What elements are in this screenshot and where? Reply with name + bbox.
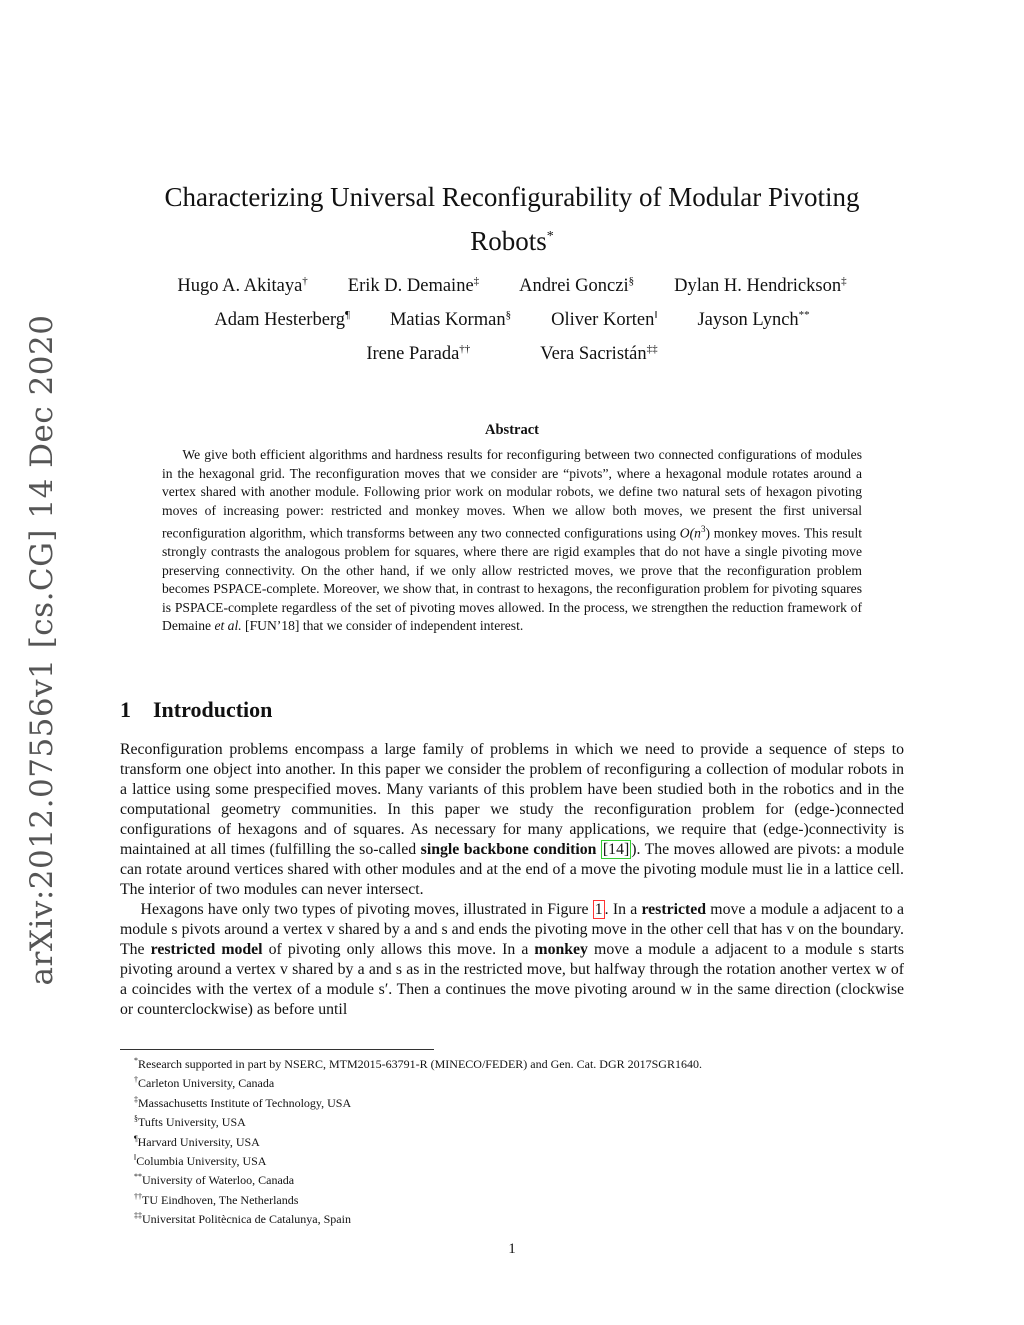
footnotes <box>134 1053 904 1228</box>
author-mark: § <box>505 309 512 321</box>
paragraph-text: move a module a adjacent to a module s pivots around a vertex v shared by a and s and ends the pivoting move in the other cell that has v on the boundary. The <box>120 901 904 958</box>
author-name: Dylan H. Hendrickson <box>674 276 842 297</box>
title-line-1: Characterizing Universal Reconfigurability of Modular Pivoting <box>164 182 860 212</box>
footnote-mark: ¶ <box>134 1133 138 1143</box>
abstract-text: [FUN’18] that we consider of independent interest. <box>241 618 524 634</box>
paragraph-text: Reconfiguration problems encompass a large family of problems in which we need to provide a sequence of steps to transform one object into another. In this paper we consider the problem of reconfiguring a collection of modular robots in a lattice using some prespecified moves. Many variants of this problem have been studied both in the robotics and in the computational geometry communities. In this paper we study the reconfiguration problem for (edge-)connected configurations of hexagons and of squares. As necessary for many applications, we require that (edge-)connectivity is maintained at all times (fulfilling the so-called <box>120 741 904 858</box>
author <box>551 309 657 331</box>
footnote-text: TU Eindhoven, The Netherlands <box>142 1192 299 1207</box>
author-name: Matias Korman <box>389 310 506 331</box>
author <box>540 343 657 365</box>
footnote <box>134 1189 904 1208</box>
footnote-divider <box>120 1049 434 1050</box>
paragraph-text: ). The moves allowed are pivots: a module can rotate around vertices shared with other modules and at the end of a move the pivoting module must lie in a lattice cell. The interior of two modules can never intersect. <box>120 841 904 898</box>
author <box>390 309 511 331</box>
author-name: Vera Sacristán <box>540 344 647 365</box>
author-row-3 <box>120 343 904 365</box>
footnote-mark: § <box>134 1114 138 1124</box>
bold-term: monkey <box>534 941 588 958</box>
bold-term: restricted <box>641 901 707 918</box>
footnote-text: Carleton University, Canada <box>138 1076 275 1091</box>
page-number: 1 <box>508 1241 516 1257</box>
author <box>519 275 634 297</box>
author <box>214 309 350 331</box>
paragraph <box>120 900 904 1020</box>
paper-title <box>120 178 904 261</box>
footnote <box>134 1208 904 1227</box>
footnote <box>134 1072 904 1091</box>
footnote-mark: ‡ <box>134 1094 138 1104</box>
author-name: Andrei Gonczi <box>519 276 629 297</box>
abstract-text: We give both efficient algorithms and hardness results for reconfiguring between two connected configurations of modules in the hexagonal grid. The reconfiguration moves that we consider are “pivots”, where a hexagonal module rotates around a vertex shared with another module. Following prior work on modular robots, we define two natural sets of hexagon pivoting moves of increasing power: restricted and monkey moves. When we allow both moves, we present the first universal reconfiguration algorithm, which transforms between any two connected configurations using <box>162 447 862 541</box>
footnote <box>134 1169 904 1188</box>
footnote-text: Research supported in part by NSERC, MTM2015-63791-R (MINECO/FEDER) and Gen. Cat. DGR 2017SGR1640. <box>138 1057 702 1071</box>
author <box>674 275 846 297</box>
author-mark: †† <box>459 343 471 355</box>
footnote-mark: ‖ <box>134 1153 137 1163</box>
author-name: Adam Hesterberg <box>214 310 345 331</box>
footnote-text: University of Waterloo, Canada <box>142 1173 295 1188</box>
bold-term: restricted model <box>150 941 263 958</box>
footnote <box>134 1111 904 1130</box>
author-mark: ‖ <box>654 309 658 321</box>
citation-link[interactable]: [14] <box>602 841 630 858</box>
author-name: Irene Parada <box>366 344 460 365</box>
paragraph-text: Hexagons have only two types of pivoting moves, illustrated in Figure <box>140 901 593 918</box>
footnote <box>134 1053 904 1072</box>
section-heading <box>120 697 272 723</box>
author <box>177 275 307 297</box>
footnote-text: Harvard University, USA <box>137 1134 260 1149</box>
footnote-text: Massachusetts Institute of Technology, USA <box>138 1095 352 1110</box>
paragraph-text: move a module a adjacent to a module s starts pivoting around a vertex v shared by a and s as in the restricted move, but halfway through the rotation another vertex w of a coincides with the vertex of a module s′. Then a continues the move pivoting around w in the same direction (clockwise or counterclockwise) as before until <box>120 941 904 1018</box>
footnote-text: Columbia University, USA <box>136 1154 267 1169</box>
title-footnote-mark: * <box>546 229 554 244</box>
author <box>348 275 479 297</box>
footnote-mark: †† <box>134 1191 142 1201</box>
author-row-1 <box>120 275 904 297</box>
section-title: Introduction <box>153 697 273 722</box>
et-al: et al. <box>214 618 242 634</box>
title-line-2-text: Robots <box>470 226 547 256</box>
author-name: Oliver Korten <box>551 310 655 331</box>
title-line-2 <box>120 217 904 261</box>
abstract-body <box>162 446 862 636</box>
complexity-close: ) <box>705 525 710 541</box>
footnote <box>134 1092 904 1111</box>
author-name: Hugo A. Akitaya <box>177 276 303 297</box>
paragraph-text: of pivoting only allows this move. In a <box>262 941 535 958</box>
footnote-mark: ‡‡ <box>134 1211 142 1221</box>
footnote-text: Universitat Politècnica de Catalunya, Spain <box>142 1212 351 1227</box>
bold-term: single backbone condition <box>420 841 597 858</box>
author-mark: ‡ <box>473 275 480 287</box>
author-mark: § <box>628 275 635 287</box>
figure-link[interactable]: 1 <box>594 901 603 918</box>
author-mark: † <box>302 275 308 287</box>
author <box>697 309 809 331</box>
paragraph-text: . In a <box>604 901 642 918</box>
complexity-expression: O(n <box>679 525 701 541</box>
footnote-mark: ** <box>134 1172 142 1182</box>
footnote <box>134 1150 904 1169</box>
author-mark: ** <box>798 309 810 321</box>
author-name: Erik D. Demaine <box>347 276 474 297</box>
author-mark: ‡‡ <box>646 343 658 355</box>
abstract-heading: Abstract <box>485 422 539 438</box>
introduction-text <box>120 740 904 1020</box>
author <box>366 343 470 365</box>
author-name: Jayson Lynch <box>697 310 799 331</box>
footnote-text: Tufts University, USA <box>138 1115 246 1130</box>
footnote <box>134 1131 904 1150</box>
arxiv-identifier-stamp: arXiv:2012.07556v1 [cs.CG] 14 Dec 2020 <box>24 314 60 986</box>
paragraph <box>120 740 904 900</box>
footnote-mark: * <box>134 1056 138 1065</box>
author-mark: ¶ <box>344 309 350 321</box>
section-number: 1 <box>120 697 131 722</box>
author-mark: ‡ <box>841 275 847 287</box>
footnote-mark: † <box>134 1075 138 1085</box>
author-row-2 <box>120 309 904 331</box>
abstract-text: monkey moves. This result strongly contrasts the analogous problem for squares, where there are rigid examples that do not have a single pivoting move preserving connectivity. On the other hand, if we only allow restricted moves, we prove that the reconfiguration problem becomes PSPACE-complete. Moreover, we show that, in contrast to hexagons, the reconfiguration problem for pivoting squares is PSPACE-complete regardless of the set of pivoting moves allowed. In the process, we strengthen the reduction framework of Demaine <box>162 525 862 634</box>
complexity-exponent: 3 <box>700 524 706 534</box>
